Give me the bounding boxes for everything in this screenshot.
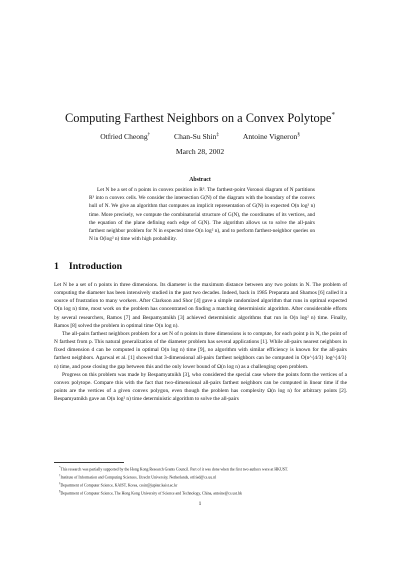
author-name: Chan-Su Shin [174, 131, 217, 141]
paper-date: March 28, 2002 [175, 147, 225, 156]
footnote-4 [54, 489, 347, 497]
footnote-text: Department of Computer Science, The Hong Kong University of Science and Technology, China, antoine@cs.ust.hk [60, 490, 242, 495]
paragraph-2: The all-pairs farthest neighbors problem for a set N of n points in three dimensions is to compute, for each point p in N, the point of N farthest from p. This natural generalization of the diameter problem has several applications [1]. While all-pairs nearest neighbors in fixed dimension d can be computed in optimal O(n log n) time [9], no algorithm with similar efficiency is known for the all-pairs farthest neighbors. Agarwal et al. [1] showed that 3-dimensional all-pairs farthest neighbors can be computed in O(n^{4/3} log^{4/3} n) time, and pose closing the gap between this and the only lower bound of Ω(n log n) as a challenging open problem. [54, 330, 347, 370]
footnote-text: This research was partially supported by the Hong Kong Research Grants Council. Part of it was done when the first two authors were at HKUST. [60, 467, 288, 472]
author-1 [100, 132, 150, 141]
section-heading [54, 261, 354, 273]
footnotes [54, 465, 347, 497]
footnote-mark: * [59, 465, 61, 469]
section-body [54, 281, 347, 403]
footnote-mark: § [59, 488, 61, 493]
section-number: 1 [54, 261, 59, 272]
footnote-1 [54, 465, 347, 473]
abstract-heading: Abstract [189, 177, 211, 183]
author-list [0, 130, 400, 142]
footnote-mark: † [59, 472, 61, 477]
paragraph-1: Let N be a set of n points in three dimensions. Its diameter is the maximum distance between any two points in N. The problem of computing the diameter has been intensively studied in the past two decades. Indeed, back in 1985 Preparata and Shamos [6] called it a source of frustration to many workers. After Clarkson and Shor [4] gave a simple randomized algorithm that runs in optimal expected O(n log n) time, most work on the problem has concentrated on finding a matching deterministic algorithm. After considerable efforts by several researchers, Ramos [7] and Bespamyatnikh [3] achieved deterministic algorithms that run in O(n log² n) time. Finally, Ramos [8] solved the problem in optimal time O(n log n). [54, 282, 347, 329]
footnote-text: Institute of Information and Computing Sciences, Utrecht University, Netherlands, otfried@cs.uu.nl [60, 475, 217, 480]
author-footnote-mark: † [147, 132, 151, 137]
section-title: Introduction [68, 261, 123, 272]
author-footnote-mark: ‡ [216, 132, 219, 137]
author-footnote-mark: § [297, 132, 300, 137]
footnote-text: Department of Computer Science, KAIST, Korea, cssin@jupiter.kaist.ac.kr [60, 483, 178, 488]
author-2 [174, 132, 219, 141]
title-footnote-mark: * [331, 111, 335, 119]
footnote-mark: ‡ [59, 480, 61, 485]
footnote-2 [54, 473, 347, 481]
footnote-3 [54, 481, 347, 489]
footnote-divider [54, 462, 124, 463]
paper-title [0, 108, 400, 126]
author-3 [243, 132, 300, 141]
page-number: 1 [198, 501, 202, 507]
paragraph-3: Progress on this problem was made by Bespamyatnikh [3], who considered the special case where the points form the vertices of a convex polytope. Compare this with the fact that two-dimensional all-pairs farthest neighbors can be computed in linear time if the points are the vertices of a given convex polygon, even though the problem has complexity Ω(n log n) for arbitrary points [2]. Bespamyatnikh gave an O(n log² n) time deterministic algorithm to solve the all-pairs [54, 371, 347, 403]
author-name: Antoine Vigneron [242, 131, 298, 141]
abstract-text: Let N be a set of n points in convex position in R³. The farthest-point Voronoi diagram of N partitions R³ into n convex cells. We consider the intersection G(N) of the diagram with the boundary of the convex hull of N. We give an algorithm that computes an implicit representation of G(N) in expected O(n log² n) time. More precisely, we compute the combinatorial structure of G(N), the coordinates of its vertices, and the equation of the plane defining each edge of G(N). The algorithm allows us to solve the all-pairs farthest neighbor problem for N in expected time O(n log² n), and to perform farthest-neighbor queries on N in O(log² n) time with high probability. [89, 187, 315, 243]
author-name: Otfried Cheong [100, 131, 148, 141]
paper-title-text: Computing Farthest Neighbors on a Convex Polytope [65, 111, 332, 126]
